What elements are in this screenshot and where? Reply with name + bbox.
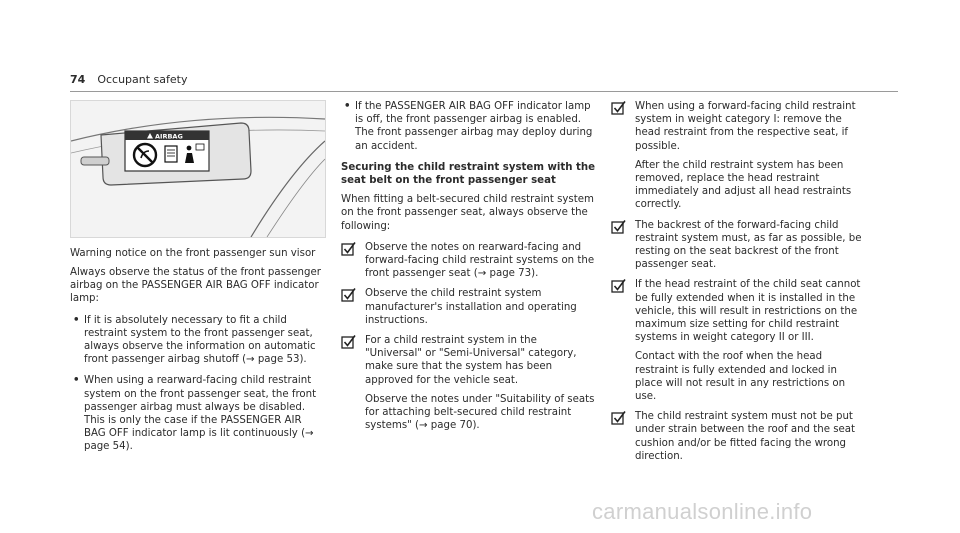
- checklist-item: [611, 100, 867, 212]
- bullet-dot: •: [73, 314, 80, 326]
- checkbox-check-icon: [611, 278, 627, 294]
- bullet-dot: •: [73, 375, 80, 387]
- bullet-text: If it is absolutely necessary to fit a child restraint system to the front passenger seat, always observe the information on automatic front passenger airbag shutoff (→ page 53).: [84, 314, 316, 366]
- bullet-text: When using a rearward-facing child restraint system on the front passenger seat, the front passenger airbag must always be disabled. This is only the case if the PASSENGER AIR BAG OFF indicator lamp is lit continuously (→ page 54).: [84, 375, 317, 453]
- checklist-item: [341, 287, 597, 327]
- checkbox-check-icon: [341, 334, 357, 350]
- checklist-text: Observe the notes on rearward-facing and forward-facing child restraint systems on the front passenger seat (→ page 73).: [365, 241, 595, 280]
- checklist-extra-text: Observe the notes under "Suitability of seats for attaching belt-secured child restraint systems" (→ page 70).: [365, 393, 595, 432]
- checklist-text: For a child restraint system in the "Universal" or "Semi-Universal" category, make sure that the system has been approved for the vehicle seat.: [365, 335, 577, 386]
- section-heading: Securing the child restraint system with the seat belt on the front passenger seat: [341, 161, 596, 187]
- page-header: [70, 73, 187, 87]
- checklist-item: [341, 334, 597, 432]
- checklist-item: [611, 410, 867, 463]
- checkbox-check-icon: [611, 100, 627, 116]
- watermark-text: carmanualsonline.info: [592, 499, 813, 524]
- section-title: Occupant safety: [97, 73, 188, 86]
- column-2: [341, 100, 597, 439]
- page-number: 74: [70, 73, 86, 86]
- sun-visor-illustration: [70, 100, 326, 238]
- header-rule: [70, 91, 898, 92]
- checklist-extra-text: Contact with the roof when the head restraint is fully extended and locked in place will not result in any restrictions on use.: [635, 351, 846, 403]
- checkbox-check-icon: [341, 241, 357, 257]
- checklist-extra-text: After the child restraint system has been removed, replace the head restraint immediately and adjust all head restraints correctly.: [635, 159, 852, 211]
- checklist-text: When using a forward-facing child restraint system in weight category I: remove the head restraint from the respective seat, if possible.: [635, 101, 856, 152]
- checkbox-check-icon: [611, 410, 627, 426]
- checkbox-check-icon: [341, 287, 357, 303]
- checklist-text: The backrest of the forward-facing child restraint system must, as far as possible, be resting on the seat backrest of the front passenger seat.: [635, 219, 862, 271]
- column-1-body: [70, 266, 326, 462]
- checklist-item: [611, 278, 867, 403]
- bullet-text: If the PASSENGER AIR BAG OFF indicator lamp is off, the front passenger airbag is enabled. The front passenger airbag may deploy during an accident.: [355, 101, 593, 152]
- checklist-item: [611, 219, 867, 272]
- figure-caption: Warning notice on the front passenger sun visor: [70, 248, 316, 259]
- bullet-dot: •: [344, 101, 351, 112]
- bullet-item: [341, 100, 597, 153]
- column-1: [70, 100, 326, 238]
- airbag-label-text: AIRBAG: [155, 132, 183, 141]
- checklist-text: If the head restraint of the child seat cannot be fully extended when it is installed in the vehicle, this will result in restrictions on the maximum size setting for child restraint systems in weight category II or III.: [635, 279, 861, 344]
- checkbox-check-icon: [611, 219, 627, 235]
- column-3: [611, 100, 867, 470]
- checklist-item: [341, 241, 597, 281]
- intro-paragraph: Always observe the status of the front passenger airbag on the PASSENGER AIR BAG OFF indicator lamp:: [70, 267, 321, 305]
- bullet-item: [70, 314, 326, 367]
- checklist-text: The child restraint system must not be put under strain between the roof and the seat cushion and/or be fitted facing the wrong direction.: [635, 411, 856, 462]
- checklist-text: Observe the child restraint system manufacturer's installation and operating instructions.: [365, 288, 577, 326]
- intro-paragraph: When fitting a belt-secured child restraint system on the front passenger seat, always observe the following:: [341, 194, 594, 232]
- bullet-item: [70, 374, 326, 453]
